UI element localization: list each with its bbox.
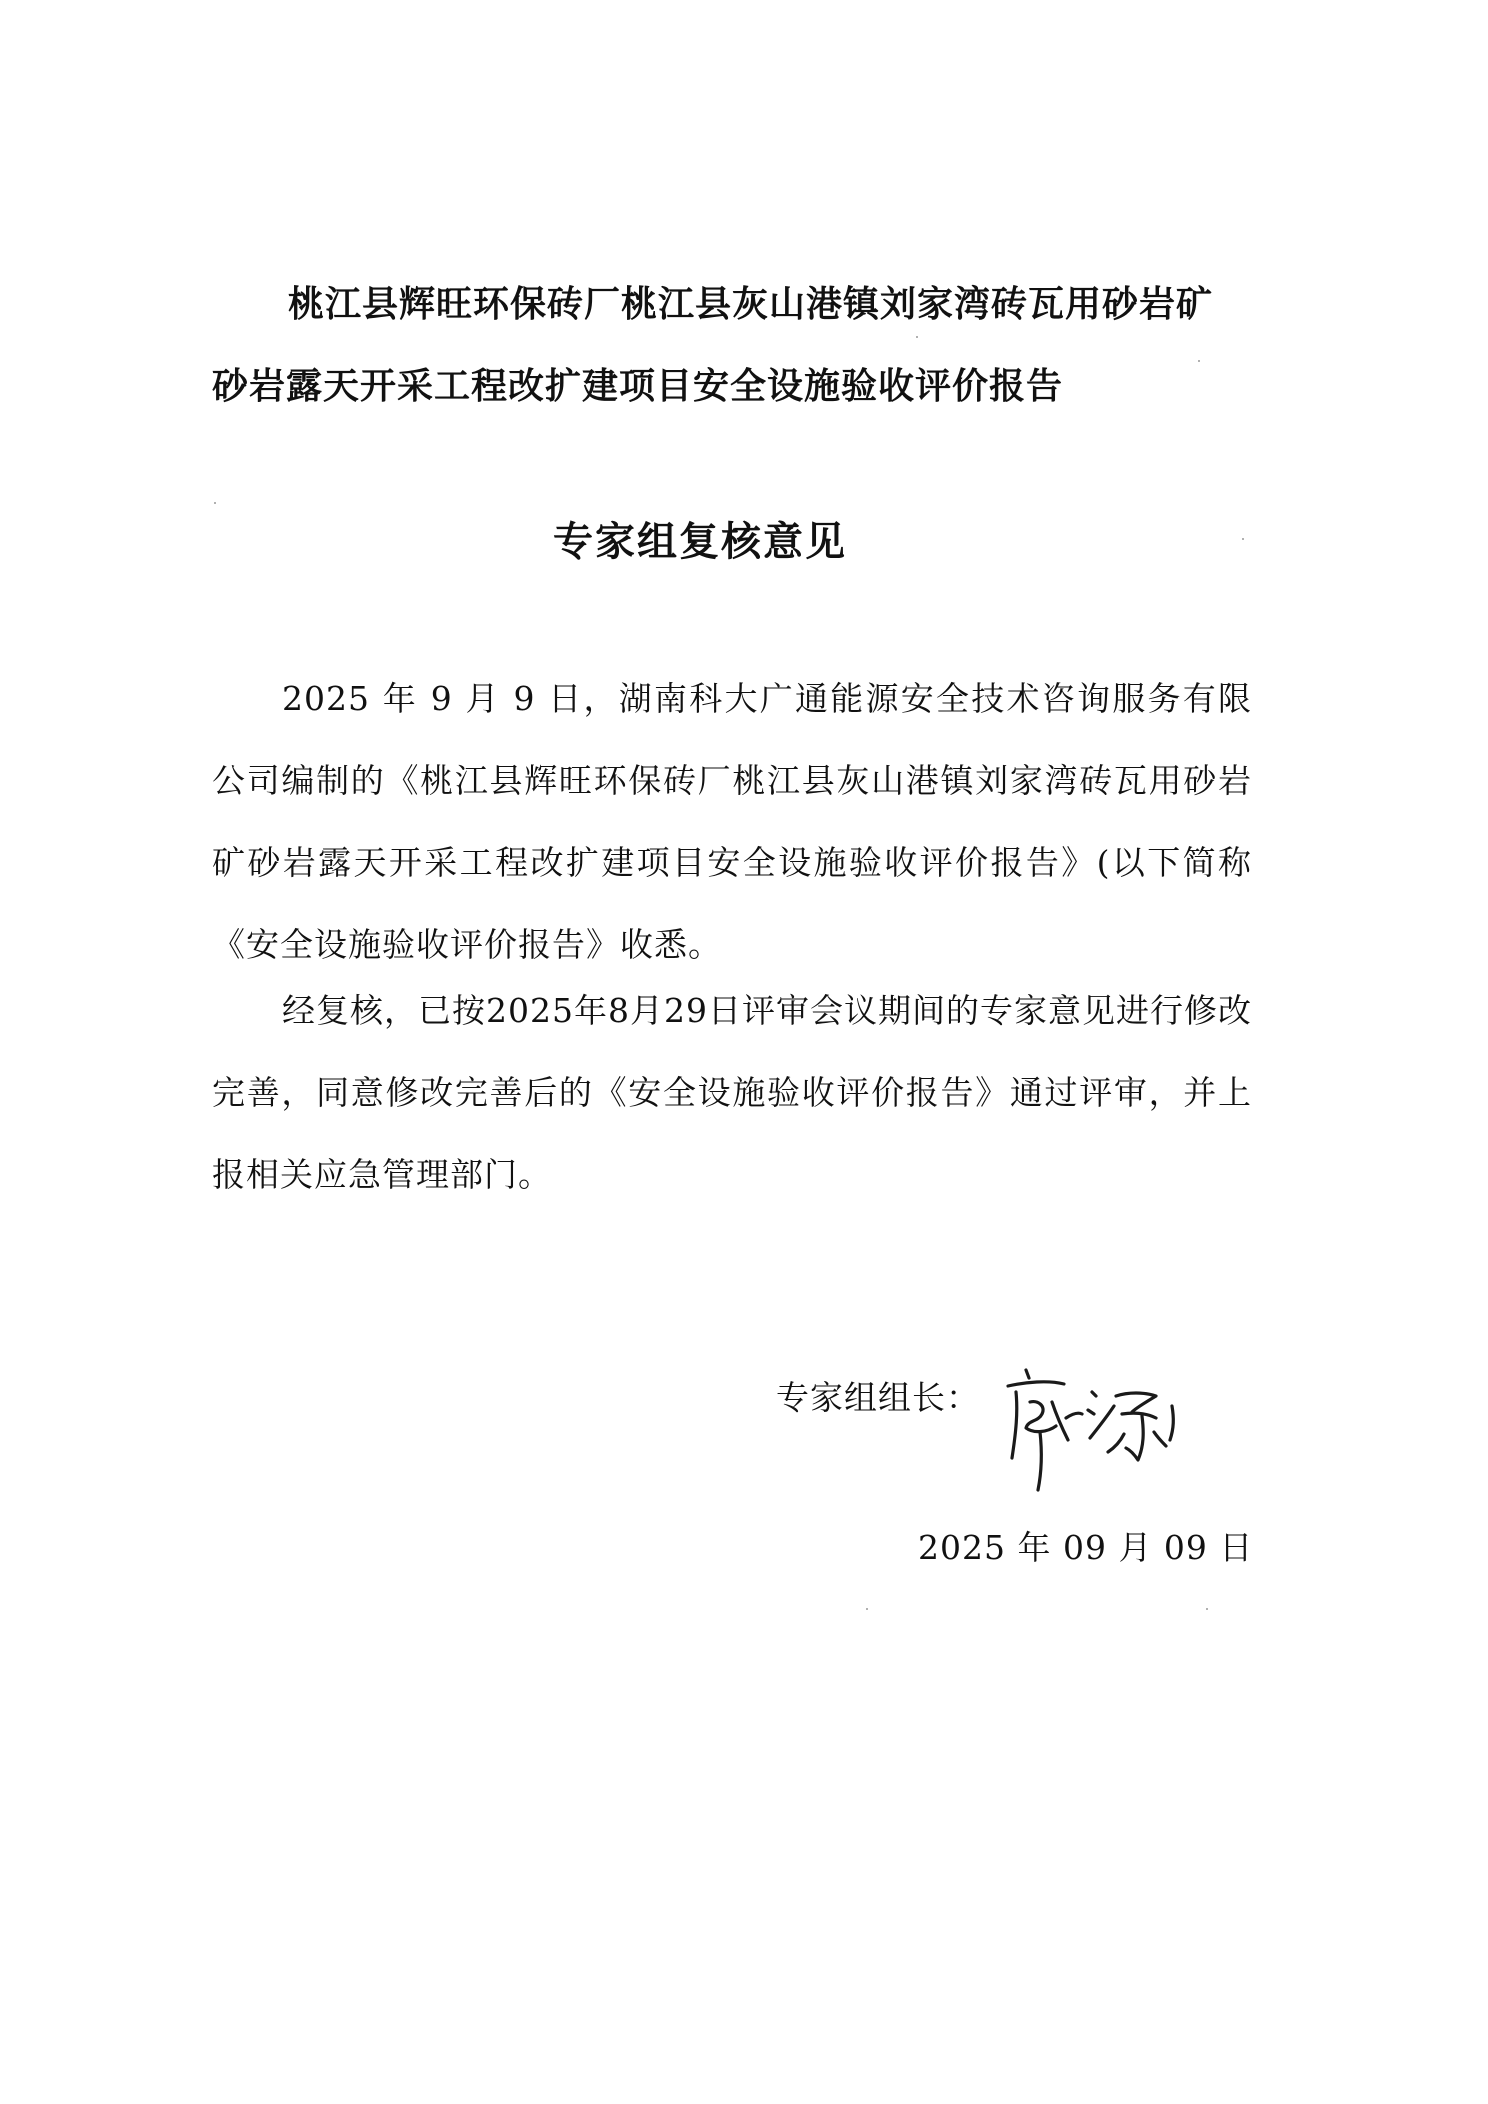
handwritten-signature [996, 1362, 1206, 1492]
scan-speck [1242, 538, 1244, 540]
paragraph-1: 2025 年 9 月 9 日，湖南科大广通能源安全技术咨询服务有限公司编制的《桃江县辉旺环保砖厂桃江县灰山港镇刘家湾砖瓦用砂岩矿砂岩露天开采工程改扩建项目安全设施验收评价报告》(以下简称《安全设施验收评价报告》收悉。 [212, 679, 1252, 964]
document-date: 2025 年 09 月 09 日 [918, 1528, 1254, 1567]
scan-speck [1206, 1608, 1208, 1610]
paragraph-2: 经复核，已按2025年8月29日评审会议期间的专家意见进行修改完善，同意修改完善后的《安全设施验收评价报告》通过评审，并上报相关应急管理部门。 [212, 991, 1252, 1194]
scan-speck [916, 336, 918, 338]
scan-speck [1198, 360, 1200, 362]
title-line-2: 砂岩露天开采工程改扩建项目安全设施验收评价报告 [212, 365, 1064, 407]
subtitle: 专家组复核意见 [553, 518, 847, 565]
title-line-1: 桃江县辉旺环保砖厂桃江县灰山港镇刘家湾砖瓦用砂岩矿 [288, 283, 1214, 325]
scan-speck [866, 1608, 868, 1610]
scan-speck [214, 502, 216, 504]
leader-label: 专家组组长： [776, 1378, 980, 1417]
